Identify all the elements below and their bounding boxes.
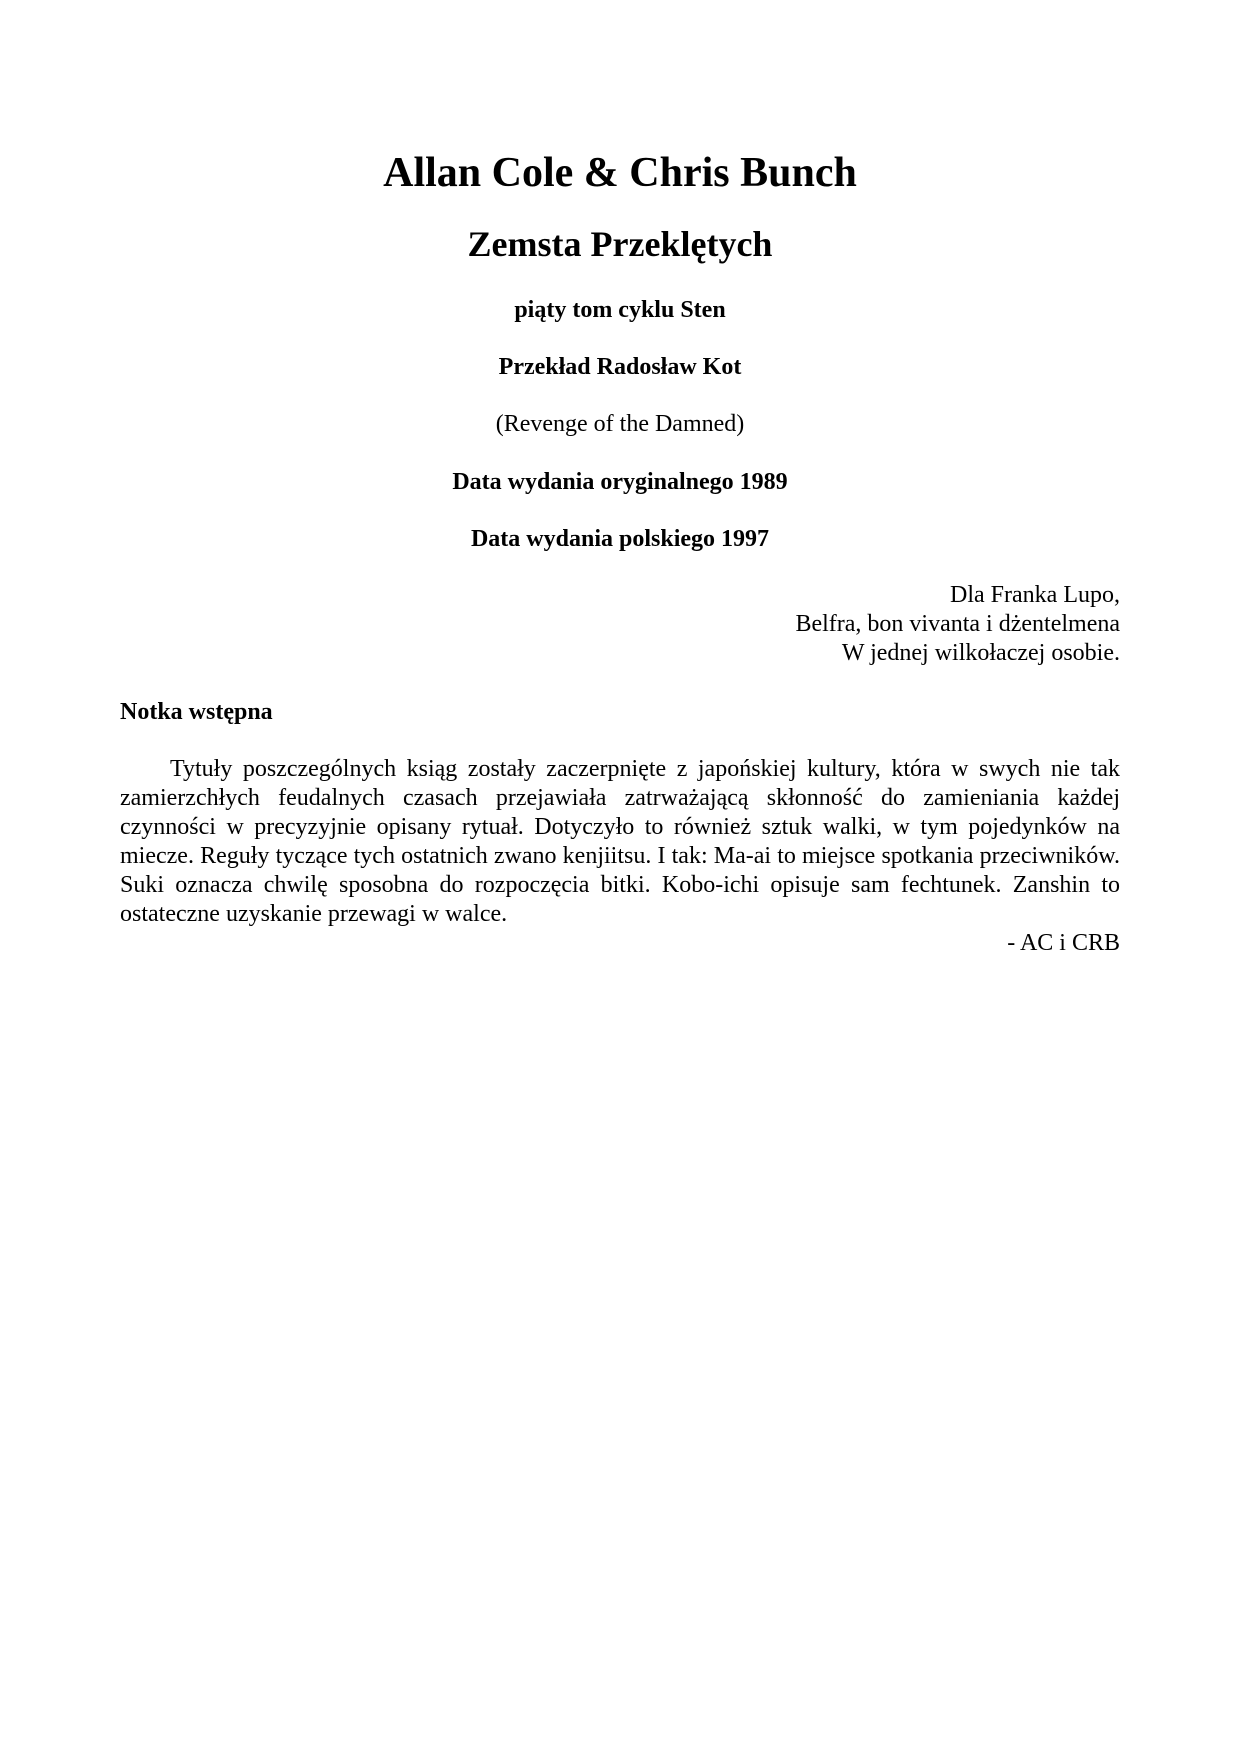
original-publication-date: Data wydania oryginalnego 1989 <box>452 469 788 495</box>
book-title: Zemsta Przeklętych <box>467 224 773 264</box>
cycle-info: piąty tom cyklu Sten <box>514 297 726 323</box>
foreword-heading: Notka wstępna <box>120 699 273 725</box>
dedication <box>795 581 1120 668</box>
original-title: (Revenge of the Damned) <box>495 411 745 437</box>
polish-publication-date: Data wydania polskiego 1997 <box>470 526 770 552</box>
dedication-line: Dla Franka Lupo, <box>950 582 1120 608</box>
foreword-paragraph: Tytuły poszczególnych ksiąg zostały zaczerpnięte z japońskiej kultury, która w swych nie tak zamierzchłych feudalnych czasach przejawiała zatrważającą skłonność do zamieniania każdej czynności w precyzyjnie opisany rytuał. Dotyczyło to również sztuk walki, w tym pojedynków na miecze. Reguły tyczące tych ostatnich zwano kenjiitsu. I tak: Ma-ai to miejsce spotkania przeciwników. Suki oznacza chwilę sposobna do rozpoczęcia bitki. Kobo-ichi opisuje sam fechtunek. Zanshin to ostateczne uzyskanie przewagi w walce. <box>120 756 1120 927</box>
translator-info: Przekład Radosław Kot <box>498 354 742 380</box>
book-author: Allan Cole & Chris Bunch <box>383 150 857 196</box>
foreword-signature: - AC i CRB <box>1007 930 1120 956</box>
dedication-line: W jednej wilkołaczej osobie. <box>841 640 1120 666</box>
dedication-line: Belfra, bon vivanta i dżentelmena <box>795 611 1120 637</box>
